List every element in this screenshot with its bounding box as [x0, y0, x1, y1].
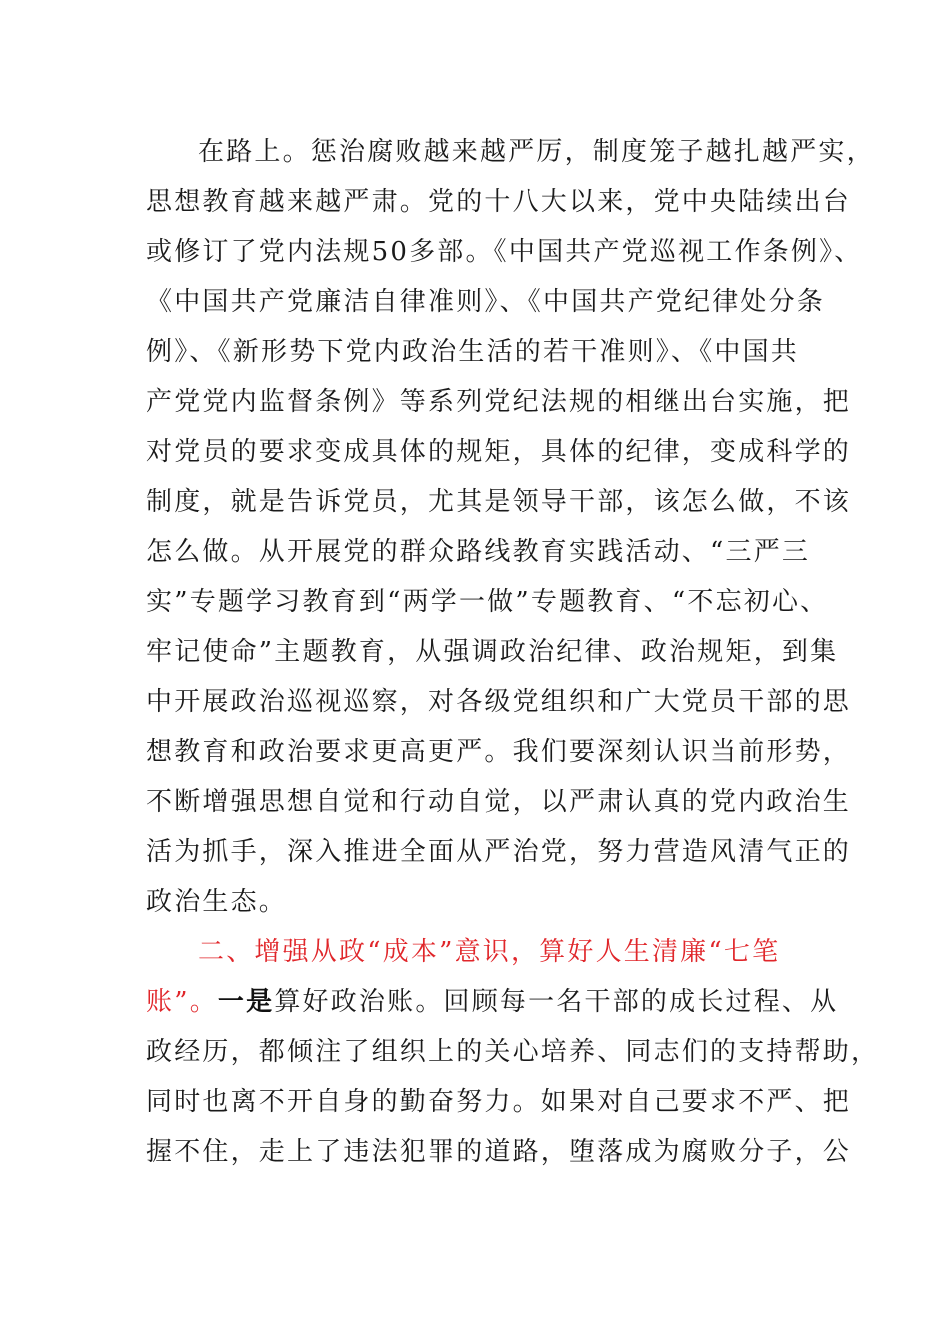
- section-heading-end: 账”。: [146, 987, 218, 1017]
- paragraph-line: 握不住，走上了违法犯罪的道路，堕落成为腐败分子，公: [146, 1137, 852, 1167]
- paragraph-line: 同时也离不开自身的勤奋努力。如果对自己要求不严、把: [146, 1087, 852, 1117]
- paragraph-line: 实”专题学习教育到“两学一做”专题教育、“不忘初心、: [146, 587, 829, 617]
- paragraph-line: 牢记使命”主题教育，从强调政治纪律、政治规矩，到集: [146, 637, 839, 667]
- paragraph-line: 《中国共产党廉洁自律准则》、《中国共产党纪律处分条: [146, 287, 826, 317]
- bold-lead: 一是: [217, 987, 275, 1017]
- paragraph-line: 政经历，都倾注了组织上的关心培养、同志们的支持帮助，: [146, 1037, 880, 1067]
- paragraph-line: 例》、《新形势下党内政治生活的若干准则》、《中国共: [146, 337, 800, 367]
- paragraph-line: 想教育和政治要求更高更严。我们要深刻认识当前形势，: [146, 737, 852, 767]
- paragraph-line: 在路上。惩治腐败越来越严厉，制度笼子越扎越严实，: [198, 137, 875, 167]
- paragraph-text: 算好政治账。回顾每一名干部的成长过程、从: [274, 987, 839, 1017]
- section-heading: 二、增强从政“成本”意识，算好人生清廉“七笔: [198, 937, 781, 967]
- paragraph-line: 怎么做。从开展党的群众路线教育实践活动、“三严三: [146, 537, 811, 567]
- paragraph-line: 产党党内监督条例》等系列党纪法规的相继出台实施，把: [146, 387, 852, 417]
- paragraph-line: 对党员的要求变成具体的规矩，具体的纪律，变成科学的: [146, 437, 852, 467]
- paragraph-line: 中开展政治巡视巡察，对各级党组织和广大党员干部的思: [146, 687, 852, 717]
- paragraph-line: 不断增强思想自觉和行动自觉，以严肃认真的党内政治生: [146, 787, 852, 817]
- paragraph-line: 思想教育越来越严肃。党的十八大以来，党中央陆续出台: [146, 187, 852, 217]
- paragraph-line: 活为抓手，深入推进全面从严治党，努力营造风清气正的: [146, 837, 852, 867]
- section-heading-continuation: [146, 985, 838, 1019]
- paragraph-line: 制度，就是告诉党员，尤其是领导干部，该怎么做，不该: [146, 487, 852, 517]
- paragraph-line: 或修订了党内法规50多部。《中国共产党巡视工作条例》、: [146, 237, 863, 267]
- paragraph-line: 政治生态。: [146, 887, 288, 917]
